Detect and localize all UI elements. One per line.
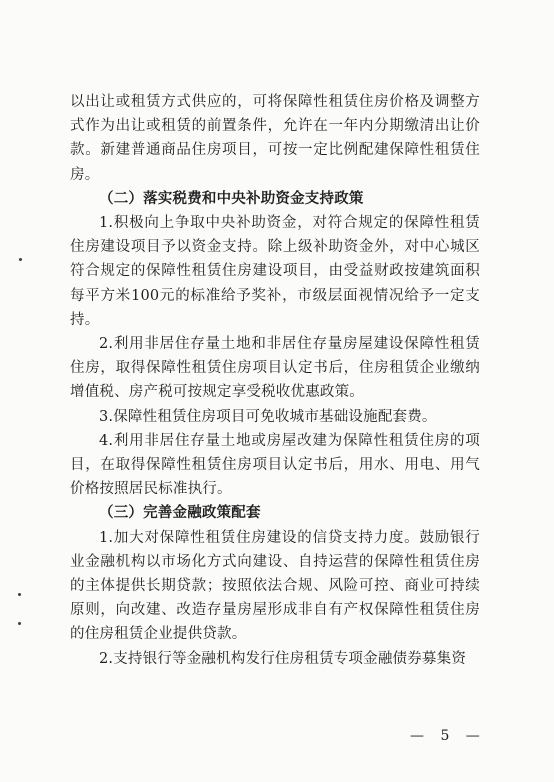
list-item-3-1: 1.加大对保障性租赁住房建设的信贷支持力度。鼓励银行业金融机构以市场化方式向建设、自持运营的保障性租赁住房的主体提供长期贷款；按照依法合规、风险可控、商业可持续原则，向改建、改造存量房屋形成非自有产权保障性租赁住房的住房租赁企业提供贷款。 [70, 529, 480, 643]
page-number: — 5 — [410, 728, 486, 744]
scan-speck [18, 593, 21, 596]
list-item-2-2: 2.利用非居住存量土地和非居住存量房屋建设保障性租赁住房，取得保障性租赁住房项目认定书后，住房租赁企业缴纳增值税、房产税可按规定享受税收优惠政策。 [70, 336, 480, 401]
document-body [70, 90, 480, 671]
scan-speck [18, 622, 21, 625]
list-item-2-1: 1.积极向上争取中央补助资金，对符合规定的保障性租赁住房建设项目予以资金支持。除上级补助资金外，对中心城区符合规定的保障性租赁住房建设项目，由受益财政按建筑面积每平方米100元的标准给予奖补，市级层面视情况给予一定支持。 [70, 215, 480, 328]
list-item-2-4: 4.利用非居住存量土地或房屋改建为保障性租赁住房的项目，在取得保障性租赁住房项目认定书后，用水、用电、用气价格按照居民标准执行。 [70, 432, 480, 498]
scan-speck [19, 258, 22, 261]
list-item-3-2: 2.支持银行等金融机构发行住房租赁专项金融债券募集资 [99, 650, 467, 667]
section-heading-2: （二）落实税费和中央补助资金支持政策 [99, 189, 364, 207]
section-heading-3: （三）完善金融政策配套 [99, 504, 261, 522]
paragraph-continuation: 以出让或租赁方式供应的，可将保障性租赁住房价格及调整方式作为出让或租赁的前置条件，允许在一年内分期缴清出让价款。新建普通商品住房项目，可按一定比例配建保障性租赁住房。 [70, 94, 480, 183]
list-item-2-3: 3.保障性租赁住房项目可免收城市基础设施配套费。 [99, 408, 437, 425]
